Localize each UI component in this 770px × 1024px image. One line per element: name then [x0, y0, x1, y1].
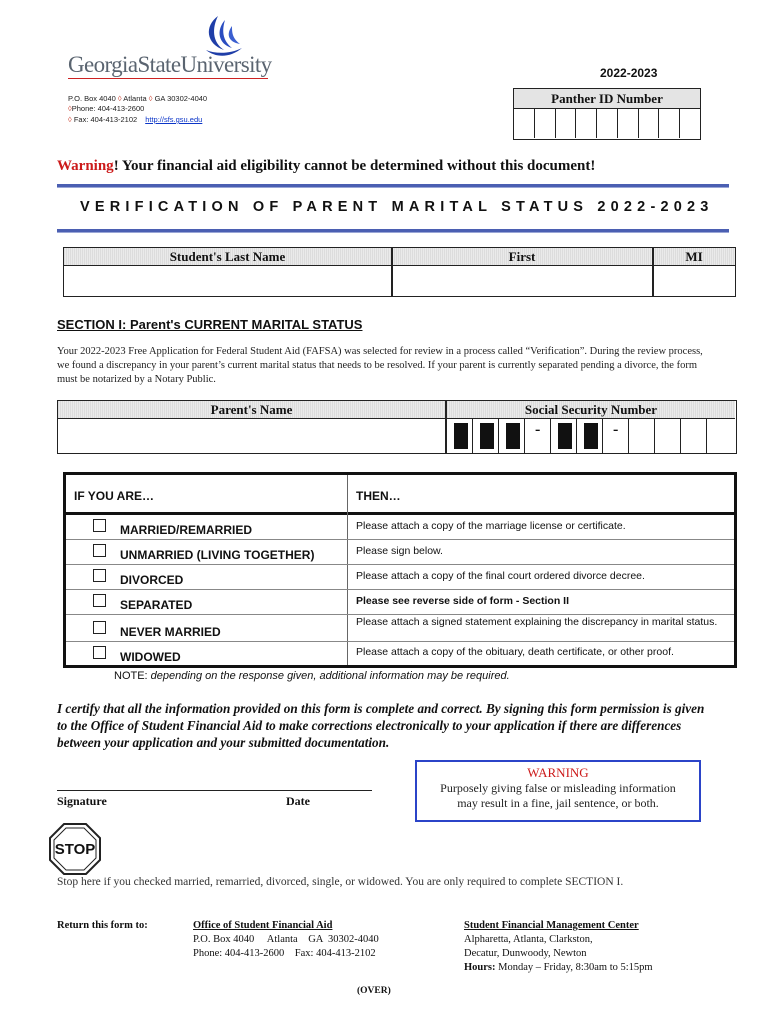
- status-label: SEPARATED: [120, 598, 193, 612]
- ssn-digit-cell[interactable]: [707, 419, 733, 453]
- form-title: VERIFICATION OF PARENT MARITAL STATUS 2022-2023: [80, 199, 714, 215]
- status-instruction: Please attach a signed statement explaining the discrepancy in marital status.: [356, 616, 718, 628]
- return-label: Return this form to:: [57, 920, 148, 931]
- ssn-header: Social Security Number: [447, 401, 735, 419]
- note-text: NOTE: depending on the response given, additional information may be required.: [114, 670, 510, 682]
- student-first-name-field[interactable]: [393, 267, 652, 295]
- office-phone: Phone: 404-413-2600 Fax: 404-413-2102: [193, 948, 376, 959]
- year-label: 2022-2023: [600, 66, 658, 80]
- panther-id-box: [513, 88, 701, 140]
- center-hours: Hours: Monday – Friday, 8:30am to 5:15pm: [464, 962, 653, 973]
- phone-line: ◊Phone: 404-413-2600: [68, 104, 145, 113]
- warning-box-heading: WARNING: [527, 765, 589, 780]
- center-locations: Decatur, Dunwoody, Newton: [464, 948, 587, 959]
- parent-info-table: [57, 400, 737, 454]
- signature-line[interactable]: [57, 790, 372, 791]
- status-label: MARRIED/REMARRIED: [120, 523, 252, 537]
- parent-name-field[interactable]: [58, 420, 444, 453]
- warning-box: [415, 760, 701, 822]
- return-center-block: [464, 919, 653, 975]
- date-label: Date: [286, 794, 310, 808]
- then-header: THEN…: [356, 489, 401, 503]
- stop-message: Stop here if you checked married, remarried, divorced, single, or widowed. You are only required to complete SECTION I.: [57, 876, 624, 888]
- status-row-widowed: [66, 642, 734, 665]
- never-married-checkbox[interactable]: [93, 621, 106, 634]
- status-row-never-married: [66, 615, 734, 642]
- marital-status-table: [63, 472, 737, 668]
- student-last-name-header: Student's Last Name: [64, 248, 391, 266]
- stop-sign-text: STOP: [54, 841, 96, 858]
- if-you-are-header: IF YOU ARE…: [74, 489, 155, 503]
- warning-box-line: may result in a fine, jail sentence, or both.: [457, 796, 659, 810]
- panther-id-input-cells[interactable]: [514, 109, 700, 138]
- separated-checkbox[interactable]: [93, 594, 106, 607]
- student-first-name-header: First: [392, 248, 652, 266]
- divider-top: [57, 184, 729, 188]
- married-checkbox[interactable]: [93, 519, 106, 532]
- status-row-married: [66, 515, 734, 540]
- status-label: NEVER MARRIED: [120, 625, 221, 639]
- status-row-divorced: [66, 565, 734, 590]
- over-label: (OVER): [357, 986, 391, 996]
- ssn-dash: -: [613, 421, 619, 438]
- student-mi-field[interactable]: [654, 267, 734, 295]
- status-instruction: Please attach a copy of the obituary, death certificate, or other proof.: [356, 646, 674, 658]
- status-label: DIVORCED: [120, 573, 184, 587]
- status-row-unmarried: [66, 540, 734, 565]
- ssn-digit-cell[interactable]: [655, 419, 681, 453]
- signature-label: Signature: [57, 794, 107, 808]
- logo-underline: [68, 78, 268, 79]
- sfs-website-link[interactable]: http://sfs.gsu.edu: [145, 115, 203, 124]
- parent-name-header: Parent's Name: [58, 401, 445, 419]
- widowed-checkbox[interactable]: [93, 646, 106, 659]
- ssn-digit-cell[interactable]: [629, 419, 655, 453]
- ssn-digit-cell[interactable]: [681, 419, 707, 453]
- section-1-title: SECTION I: Parent's CURRENT MARITAL STATUS: [57, 317, 363, 332]
- center-locations: Alpharetta, Atlanta, Clarkston,: [464, 934, 593, 945]
- status-label: WIDOWED: [120, 650, 181, 664]
- unmarried-checkbox[interactable]: [93, 544, 106, 557]
- status-instruction: Please see reverse side of form - Section II: [356, 595, 570, 607]
- divider-bottom: [57, 229, 729, 233]
- status-row-separated: [66, 590, 734, 615]
- center-name: Student Financial Management Center: [464, 920, 639, 931]
- student-mi-header: MI: [653, 248, 735, 266]
- student-last-name-field[interactable]: [64, 267, 391, 295]
- warning-box-line: Purposely giving false or misleading information: [440, 781, 676, 795]
- fax-line: ◊ Fax: 404-413-2102 http://sfs.gsu.edu: [68, 115, 203, 124]
- office-name: Office of Student Financial Aid: [193, 920, 333, 931]
- ssn-dash: -: [535, 421, 541, 438]
- office-address: P.O. Box 4040 Atlanta GA 30302-4040: [193, 934, 379, 945]
- return-office-block: [193, 919, 379, 961]
- status-label: UNMARRIED (LIVING TOGETHER): [120, 548, 315, 562]
- panther-id-label: Panther ID Number: [514, 89, 700, 109]
- warning-message: Warning! Your financial aid eligibility cannot be determined without this document!: [57, 158, 596, 174]
- status-table-header: [66, 475, 734, 515]
- certification-statement: I certify that all the information provided on this form is complete and correct. By signing this form permission is given to the Office of Student Financial Aid to make corrections electronically to your application if there are differences between your application and your submitted documentation.: [57, 701, 705, 750]
- student-name-table: [63, 247, 736, 297]
- divorced-checkbox[interactable]: [93, 569, 106, 582]
- university-logo-text: GeorgiaStateUniversity: [68, 52, 272, 77]
- section-1-paragraph: Your 2022-2023 Free Application for Federal Student Aid (FAFSA) was selected for review in a process called “Verification”. During the review process, we found a discrepancy in your parent’s current marital status that needs to be resolved. If your parent is currently separated pending a divorce, the form must be notarized by a Notary Public.: [57, 346, 703, 385]
- stop-sign-icon: [48, 822, 102, 876]
- status-instruction: Please attach a copy of the final court ordered divorce decree.: [356, 570, 645, 582]
- status-instruction: Please attach a copy of the marriage license or certificate.: [356, 520, 626, 532]
- address-line: P.O. Box 4040 ◊ Atlanta ◊ GA 30302-4040: [68, 94, 208, 103]
- status-instruction: Please sign below.: [356, 545, 443, 557]
